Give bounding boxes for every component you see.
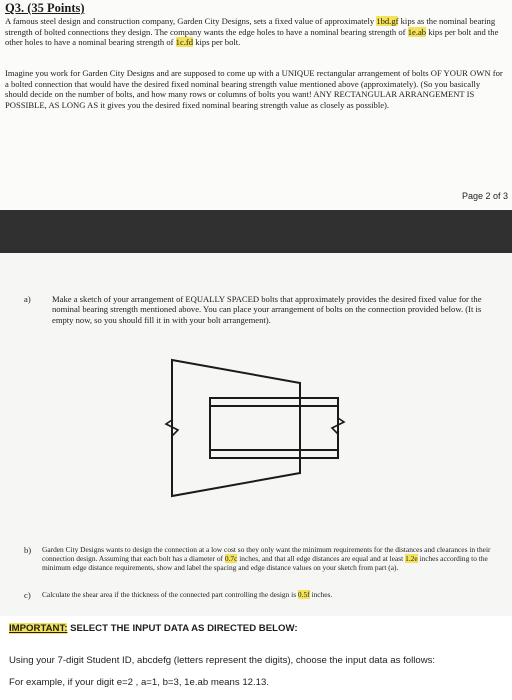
intro-text-1: A famous steel design and construction company, Garden City Designs, sets a fixed value of approximately: [5, 16, 377, 26]
intro-text-4: kips per bolt.: [193, 37, 241, 48]
part-b-text-2: inches, and that all edge distances are equal and at least: [237, 554, 406, 564]
page-2-section: [0, 253, 512, 700]
part-c-text-2: inches.: [309, 590, 333, 599]
important-text: SELECT THE INPUT DATA AS DIRECTED BELOW:: [67, 623, 298, 634]
task-paragraph: Imagine you work for Garden City Designs and are supposed to come up with a UNIQUE rectangular arrangement of bolts OF YOUR OWN for a bolted connection that would have the desired fixed nominal bearing strength value mentioned above (approximately). (So you basically should decide on the number of bolts, and how many rows or columns of bolts you want! ANY RECTANGULAR ARRANGEMENT IS POSSIBLE, AS LONG AS it gives you the desired fixed nominal bearing strength value as closely as possible).: [5, 68, 503, 110]
part-c-text: [42, 590, 502, 600]
instruction-student-id: Using your 7-digit Student ID, abcdefg (letters represent the digits), choose the input data as follows:: [9, 655, 436, 666]
intro-text-3: kips per bolt and the other holes to have a nominal bearing strength of: [5, 26, 499, 48]
part-c-text-1: Calculate the shear area if the thickness of the connected part controlling the design is: [42, 590, 298, 599]
instructions-section: [0, 616, 512, 700]
inner-plate-lines: [210, 406, 338, 450]
part-a-label: a): [24, 294, 31, 304]
part-b-label: b): [24, 545, 32, 555]
instruction-example: For example, if your digit e=2 , a=1, b=3, 1e.ab means 12.13.: [9, 677, 269, 688]
page-number: Page 2 of 3: [461, 191, 508, 201]
part-b-text-1: Garden City Designs wants to design the connection at a low cost so they only want the minimum requirements for the distances and clearances in their connection design. Assuming that each bolt has a diameter of: [42, 545, 491, 564]
highlight-total-strength: 1bd.gf: [376, 16, 399, 26]
highlight-diameter: 0.7c: [224, 554, 238, 564]
intro-paragraph: [5, 16, 505, 48]
highlight-other-strength: 1c.fd: [175, 37, 194, 48]
part-b-text-3: inches according to the minimum edge distance requirements, show and label the spacing and edge distance values on your sketch from part (a).: [42, 554, 488, 573]
important-label: IMPORTANT:: [9, 623, 68, 634]
highlight-edge-strength: 1e.ab: [407, 26, 427, 37]
highlight-edge-distance: 1.2e: [405, 554, 418, 564]
highlight-thickness: 0.5f: [297, 590, 310, 599]
page-separator: [0, 210, 512, 253]
important-line: [9, 623, 298, 634]
page-1-section: [0, 0, 512, 210]
intro-text-2: kips as the nominal bearing strength of bolted connections they design. The company wants the edge holes to have a nominal bearing strength of: [5, 16, 496, 37]
question-title: Q3. (35 Points): [5, 1, 85, 15]
part-a-text: Make a sketch of your arrangement of EQUALLY SPACED bolts that approximately provides the desired fixed value for the nominal bearing strength mentioned above. You can place your arrangement of bolts on the connection provided below. (It is empty now, so you should fill it in with your bolt arrangement).: [52, 294, 482, 325]
part-b-text: [42, 545, 502, 572]
part-c-label: c): [24, 590, 31, 600]
connection-diagram: [160, 348, 360, 508]
left-plate: [172, 360, 300, 496]
